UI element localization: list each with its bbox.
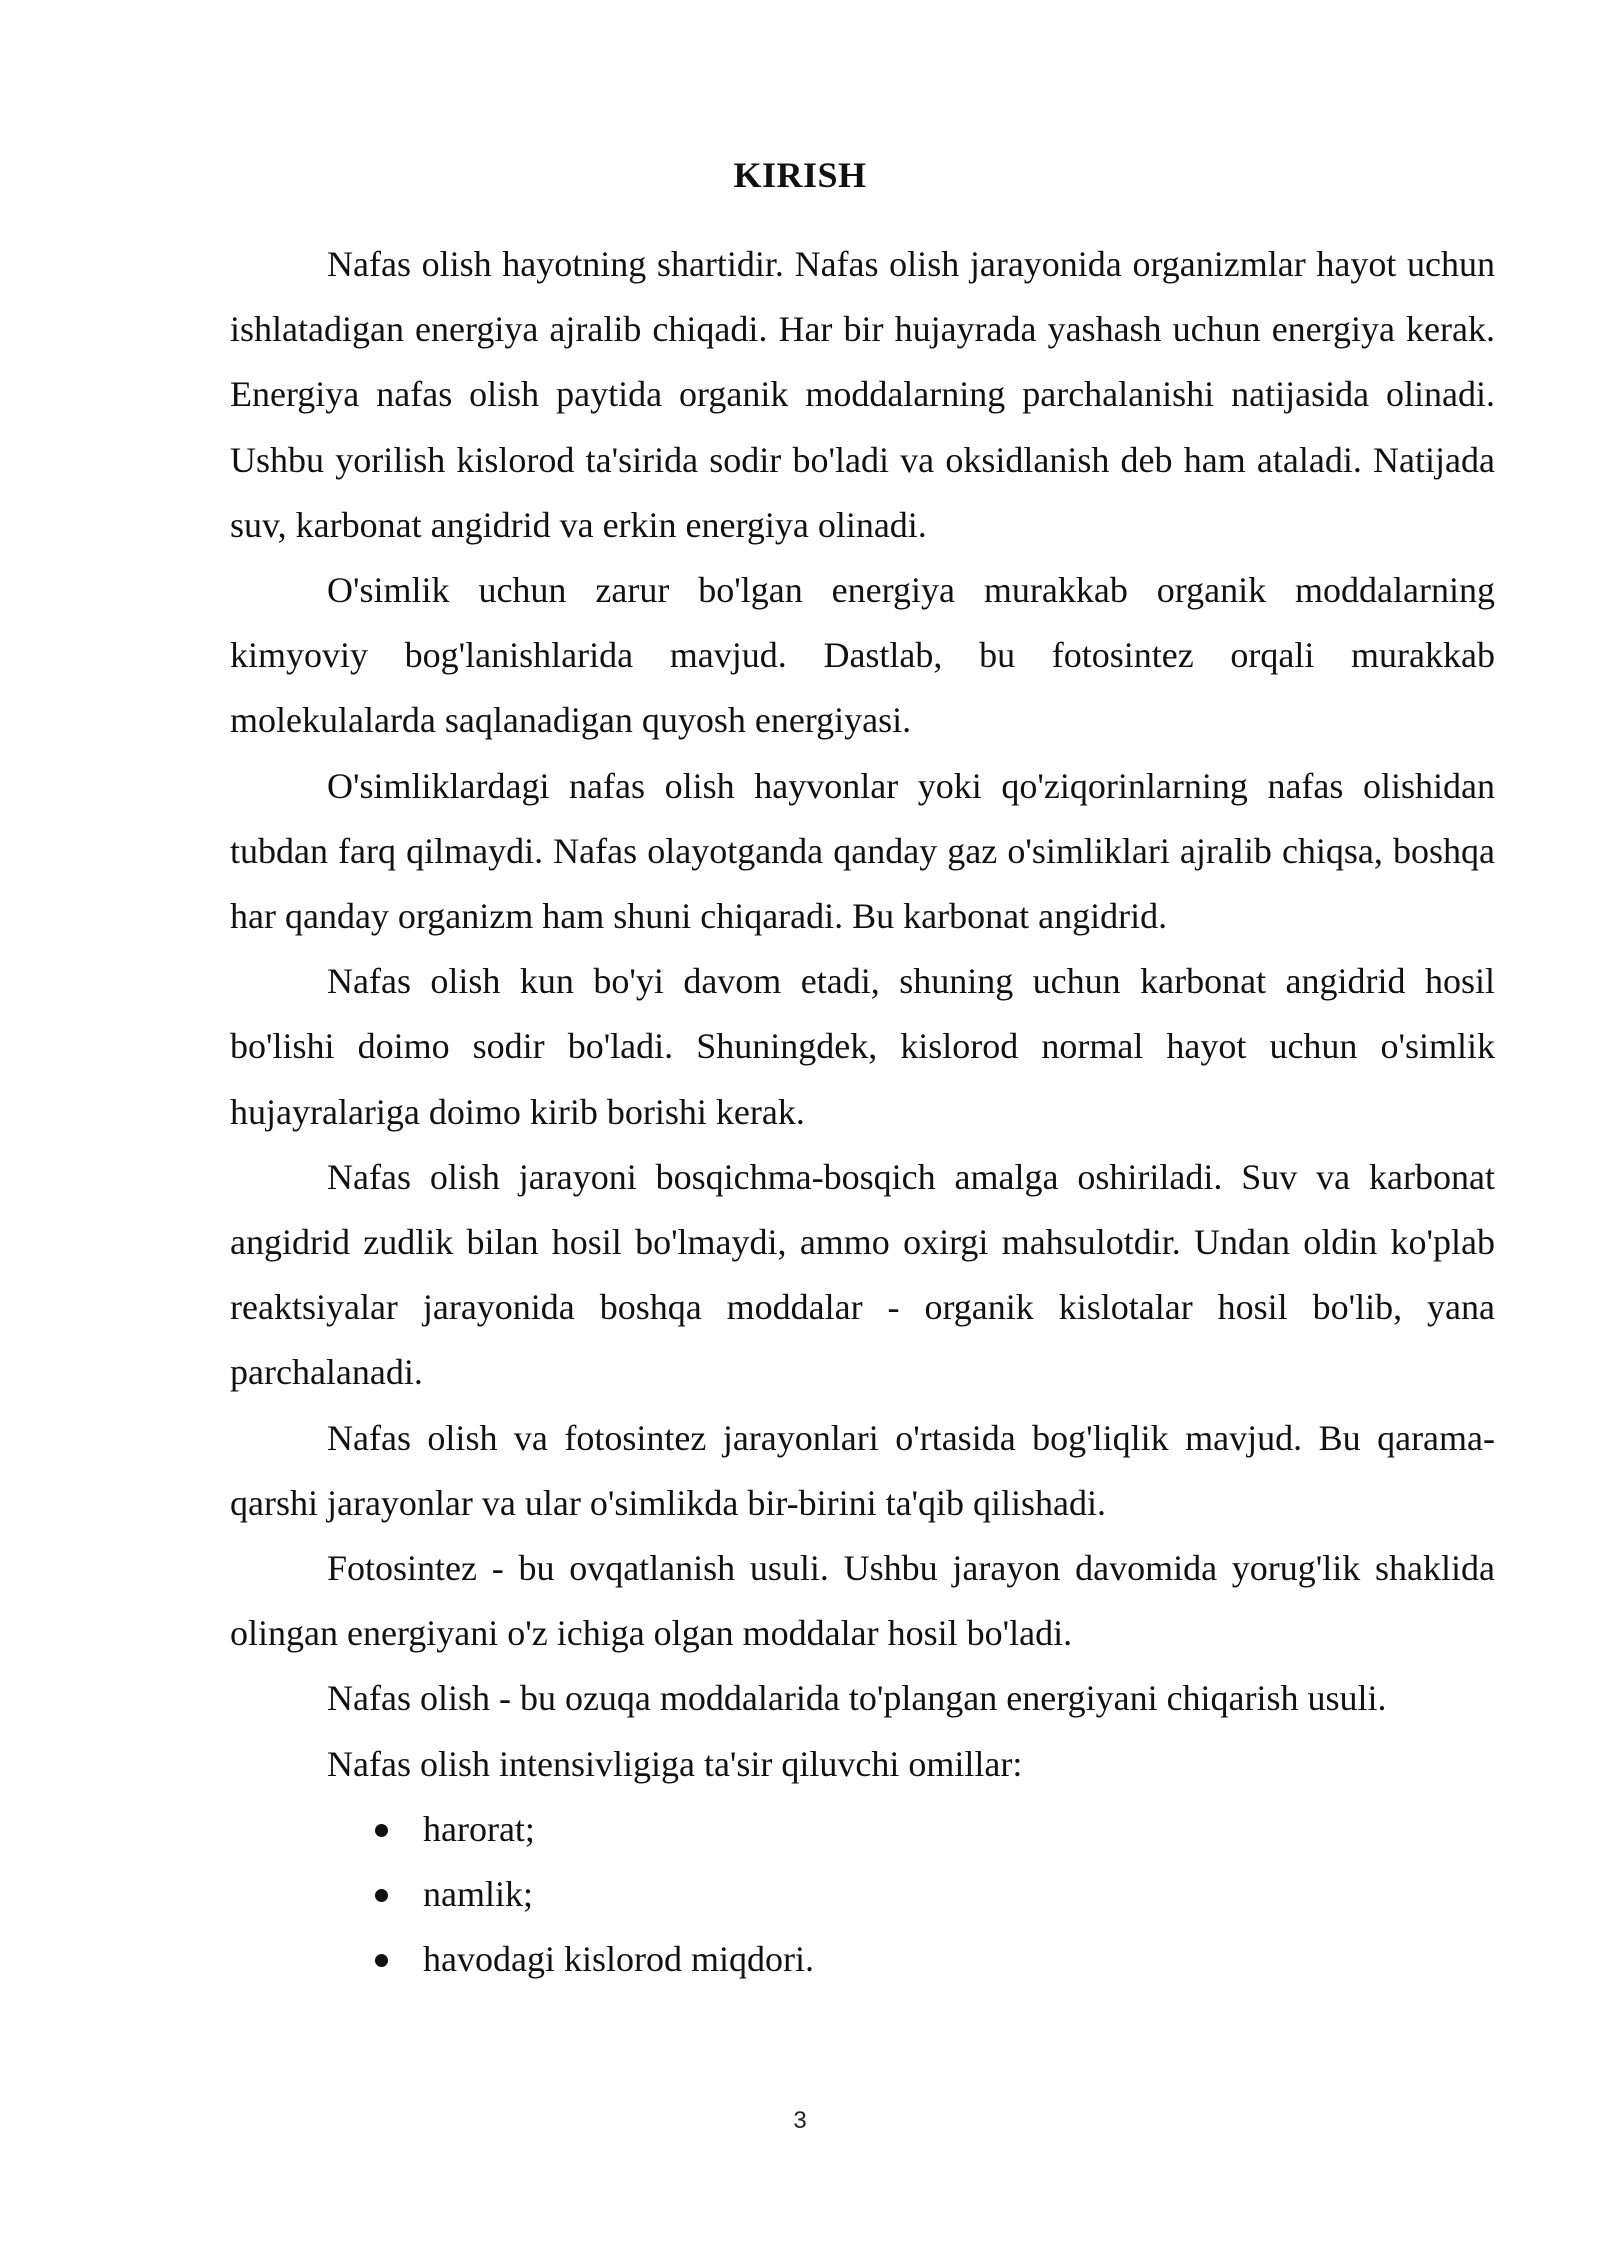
- paragraph: Nafas olish kun bo'yi davom etadi, shuning uchun karbonat angidrid hosil bo'lishi doimo sodir bo'ladi. Shuningdek, kislorod normal hayot uchun o'simlik hujayralariga doimo kirib borishi kerak.: [230, 961, 1495, 1132]
- list-item-text: namlik;: [423, 1874, 533, 1915]
- paragraph: Nafas olish - bu ozuqa moddalarida to'plangan energiyani chiqarish usuli.: [327, 1678, 1387, 1719]
- list-item: [230, 1797, 1495, 1862]
- paragraph: Nafas olish intensivligiga ta'sir qiluvchi omillar:: [327, 1743, 1023, 1784]
- page-number: 3: [793, 2107, 807, 2134]
- bullet-icon: [375, 1954, 388, 1967]
- list-item-text: harorat;: [423, 1808, 535, 1849]
- list-item: [230, 1862, 1495, 1927]
- document-body: [230, 232, 1495, 1992]
- list-item: [230, 1927, 1495, 1992]
- paragraph: Fotosintez - bu ovqatlanish usuli. Ushbu jarayon davomida yorug'lik shaklida olingan energiyani o'z ichiga olgan moddalar hosil bo'ladi.: [230, 1548, 1495, 1654]
- paragraph: Nafas olish va fotosintez jarayonlari o'rtasida bog'liqlik mavjud. Bu qarama-qarshi jarayonlar va ular o'simlikda bir-birini ta'qib qilishadi.: [230, 1417, 1495, 1523]
- paragraph: O'simlik uchun zarur bo'lgan energiya murakkab organik moddalarning kimyoviy bog'lanishlarida mavjud. Dastlab, bu fotosintez orqali murakkab molekulalarda saqlanadigan quyosh energiyasi.: [230, 570, 1495, 741]
- bullet-icon: [375, 1824, 388, 1837]
- paragraph: Nafas olish jarayoni bosqichma-bosqich amalga oshiriladi. Suv va karbonat angidrid zudlik bilan hosil bo'lmaydi, ammo oxirgi mahsulotdir. Undan oldin ko'plab reaktsiyalar jarayonida boshqa moddalar - organik kislotalar hosil bo'lib, yana parchalanadi.: [230, 1156, 1495, 1393]
- bullet-list: [230, 1797, 1495, 1993]
- list-item-text: havodagi kislorod miqdori.: [423, 1939, 814, 1980]
- paragraph: Nafas olish hayotning shartidir. Nafas olish jarayonida organizmlar hayot uchun ishlatadigan energiya ajralib chiqadi. Har bir hujayrada yashash uchun energiya kerak. Energiya nafas olish paytida organik moddalarning parchalanishi natijasida olinadi. Ushbu yorilish kislorod ta'sirida sodir bo'ladi va oksidlanish deb ham ataladi. Natijada suv, karbonat angidrid va erkin energiya olinadi.: [230, 244, 1495, 545]
- bullet-icon: [375, 1889, 388, 1902]
- paragraph: O'simliklardagi nafas olish hayvonlar yoki qo'ziqorinlarning nafas olishidan tubdan farq qilmaydi. Nafas olayotganda qanday gaz o'simliklari ajralib chiqsa, boshqa har qanday organizm ham shuni chiqaradi. Bu karbonat angidrid.: [230, 765, 1495, 937]
- page-title: KIRISH: [733, 155, 867, 195]
